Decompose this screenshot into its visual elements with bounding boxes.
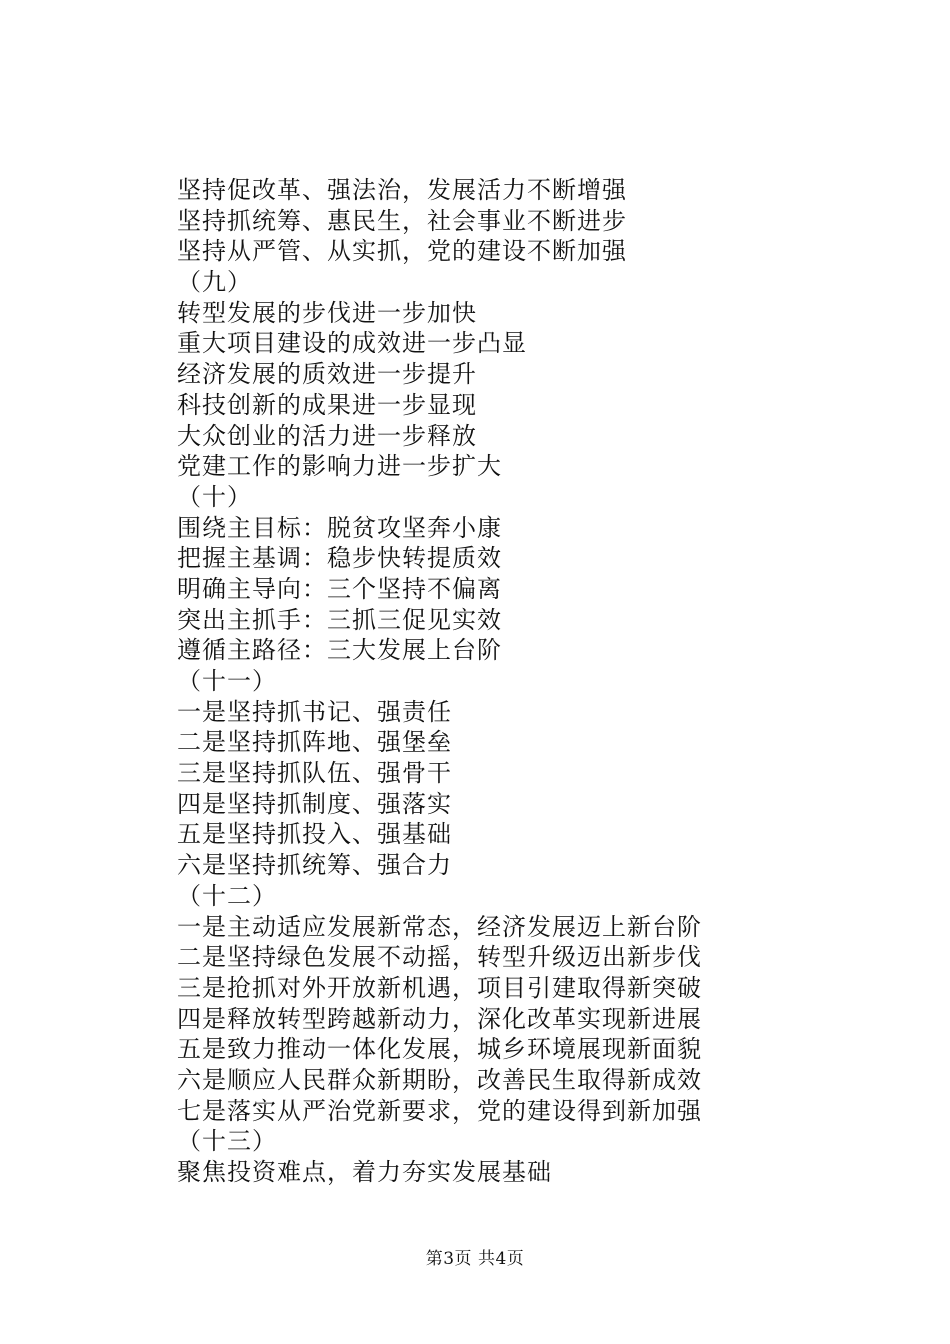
text-line: 五是坚持抓投入、强基础 — [177, 820, 452, 849]
text-line: 经济发展的质效进一步提升 — [177, 360, 477, 389]
section-heading: （十二） — [177, 881, 277, 910]
text-line: 坚持促改革、强法治，发展活力不断增强 — [177, 176, 627, 204]
text-line: 转型发展的步伐进一步加快 — [177, 298, 477, 327]
section-heading: （九） — [177, 268, 252, 297]
text-line: 坚持从严管、从实抓，党的建设不断加强 — [177, 237, 627, 266]
text-line: 二是坚持抓阵地、强堡垒 — [177, 728, 452, 757]
document-body — [177, 175, 877, 1188]
section-heading: （十） — [177, 482, 252, 511]
text-line: 大众创业的活力进一步释放 — [177, 421, 477, 450]
text-line: 把握主基调：稳步快转提质效 — [177, 544, 502, 573]
text-line: 六是坚持抓统筹、强合力 — [177, 851, 452, 880]
page-number-footer: 第3页 共4页 — [425, 1249, 525, 1269]
text-line: 二是坚持绿色发展不动摇，转型升级迈出新步伐 — [177, 943, 702, 972]
text-line: 科技创新的成果进一步显现 — [177, 390, 477, 419]
text-line: 七是落实从严治党新要求，党的建设得到新加强 — [177, 1096, 702, 1125]
text-line: 三是抢抓对外开放新机遇，项目引建取得新突破 — [177, 973, 702, 1002]
text-line: 遵循主路径：三大发展上台阶 — [177, 636, 502, 665]
text-line: 党建工作的影响力进一步扩大 — [177, 452, 502, 481]
text-line: 三是坚持抓队伍、强骨干 — [177, 759, 452, 788]
text-line: 聚焦投资难点，着力夯实发展基础 — [177, 1158, 552, 1186]
text-line: 突出主抓手：三抓三促见实效 — [177, 605, 502, 634]
text-line: 重大项目建设的成效进一步凸显 — [177, 329, 527, 358]
text-line: 四是释放转型跨越新动力，深化改革实现新进展 — [177, 1004, 702, 1033]
text-line: 明确主导向：三个坚持不偏离 — [177, 574, 502, 603]
text-line: 围绕主目标：脱贫攻坚奔小康 — [177, 513, 502, 542]
text-line: 五是致力推动一体化发展，城乡环境展现新面貌 — [177, 1035, 702, 1064]
section-heading: （十三） — [177, 1127, 277, 1156]
section-heading: （十一） — [177, 667, 277, 695]
text-line: 六是顺应人民群众新期盼，改善民生取得新成效 — [177, 1065, 702, 1094]
text-line: 一是坚持抓书记、强责任 — [177, 697, 452, 726]
text-line: 四是坚持抓制度、强落实 — [177, 789, 452, 818]
text-line: 一是主动适应发展新常态，经济发展迈上新台阶 — [177, 912, 702, 941]
text-line: 坚持抓统筹、惠民生，社会事业不断进步 — [177, 206, 627, 235]
